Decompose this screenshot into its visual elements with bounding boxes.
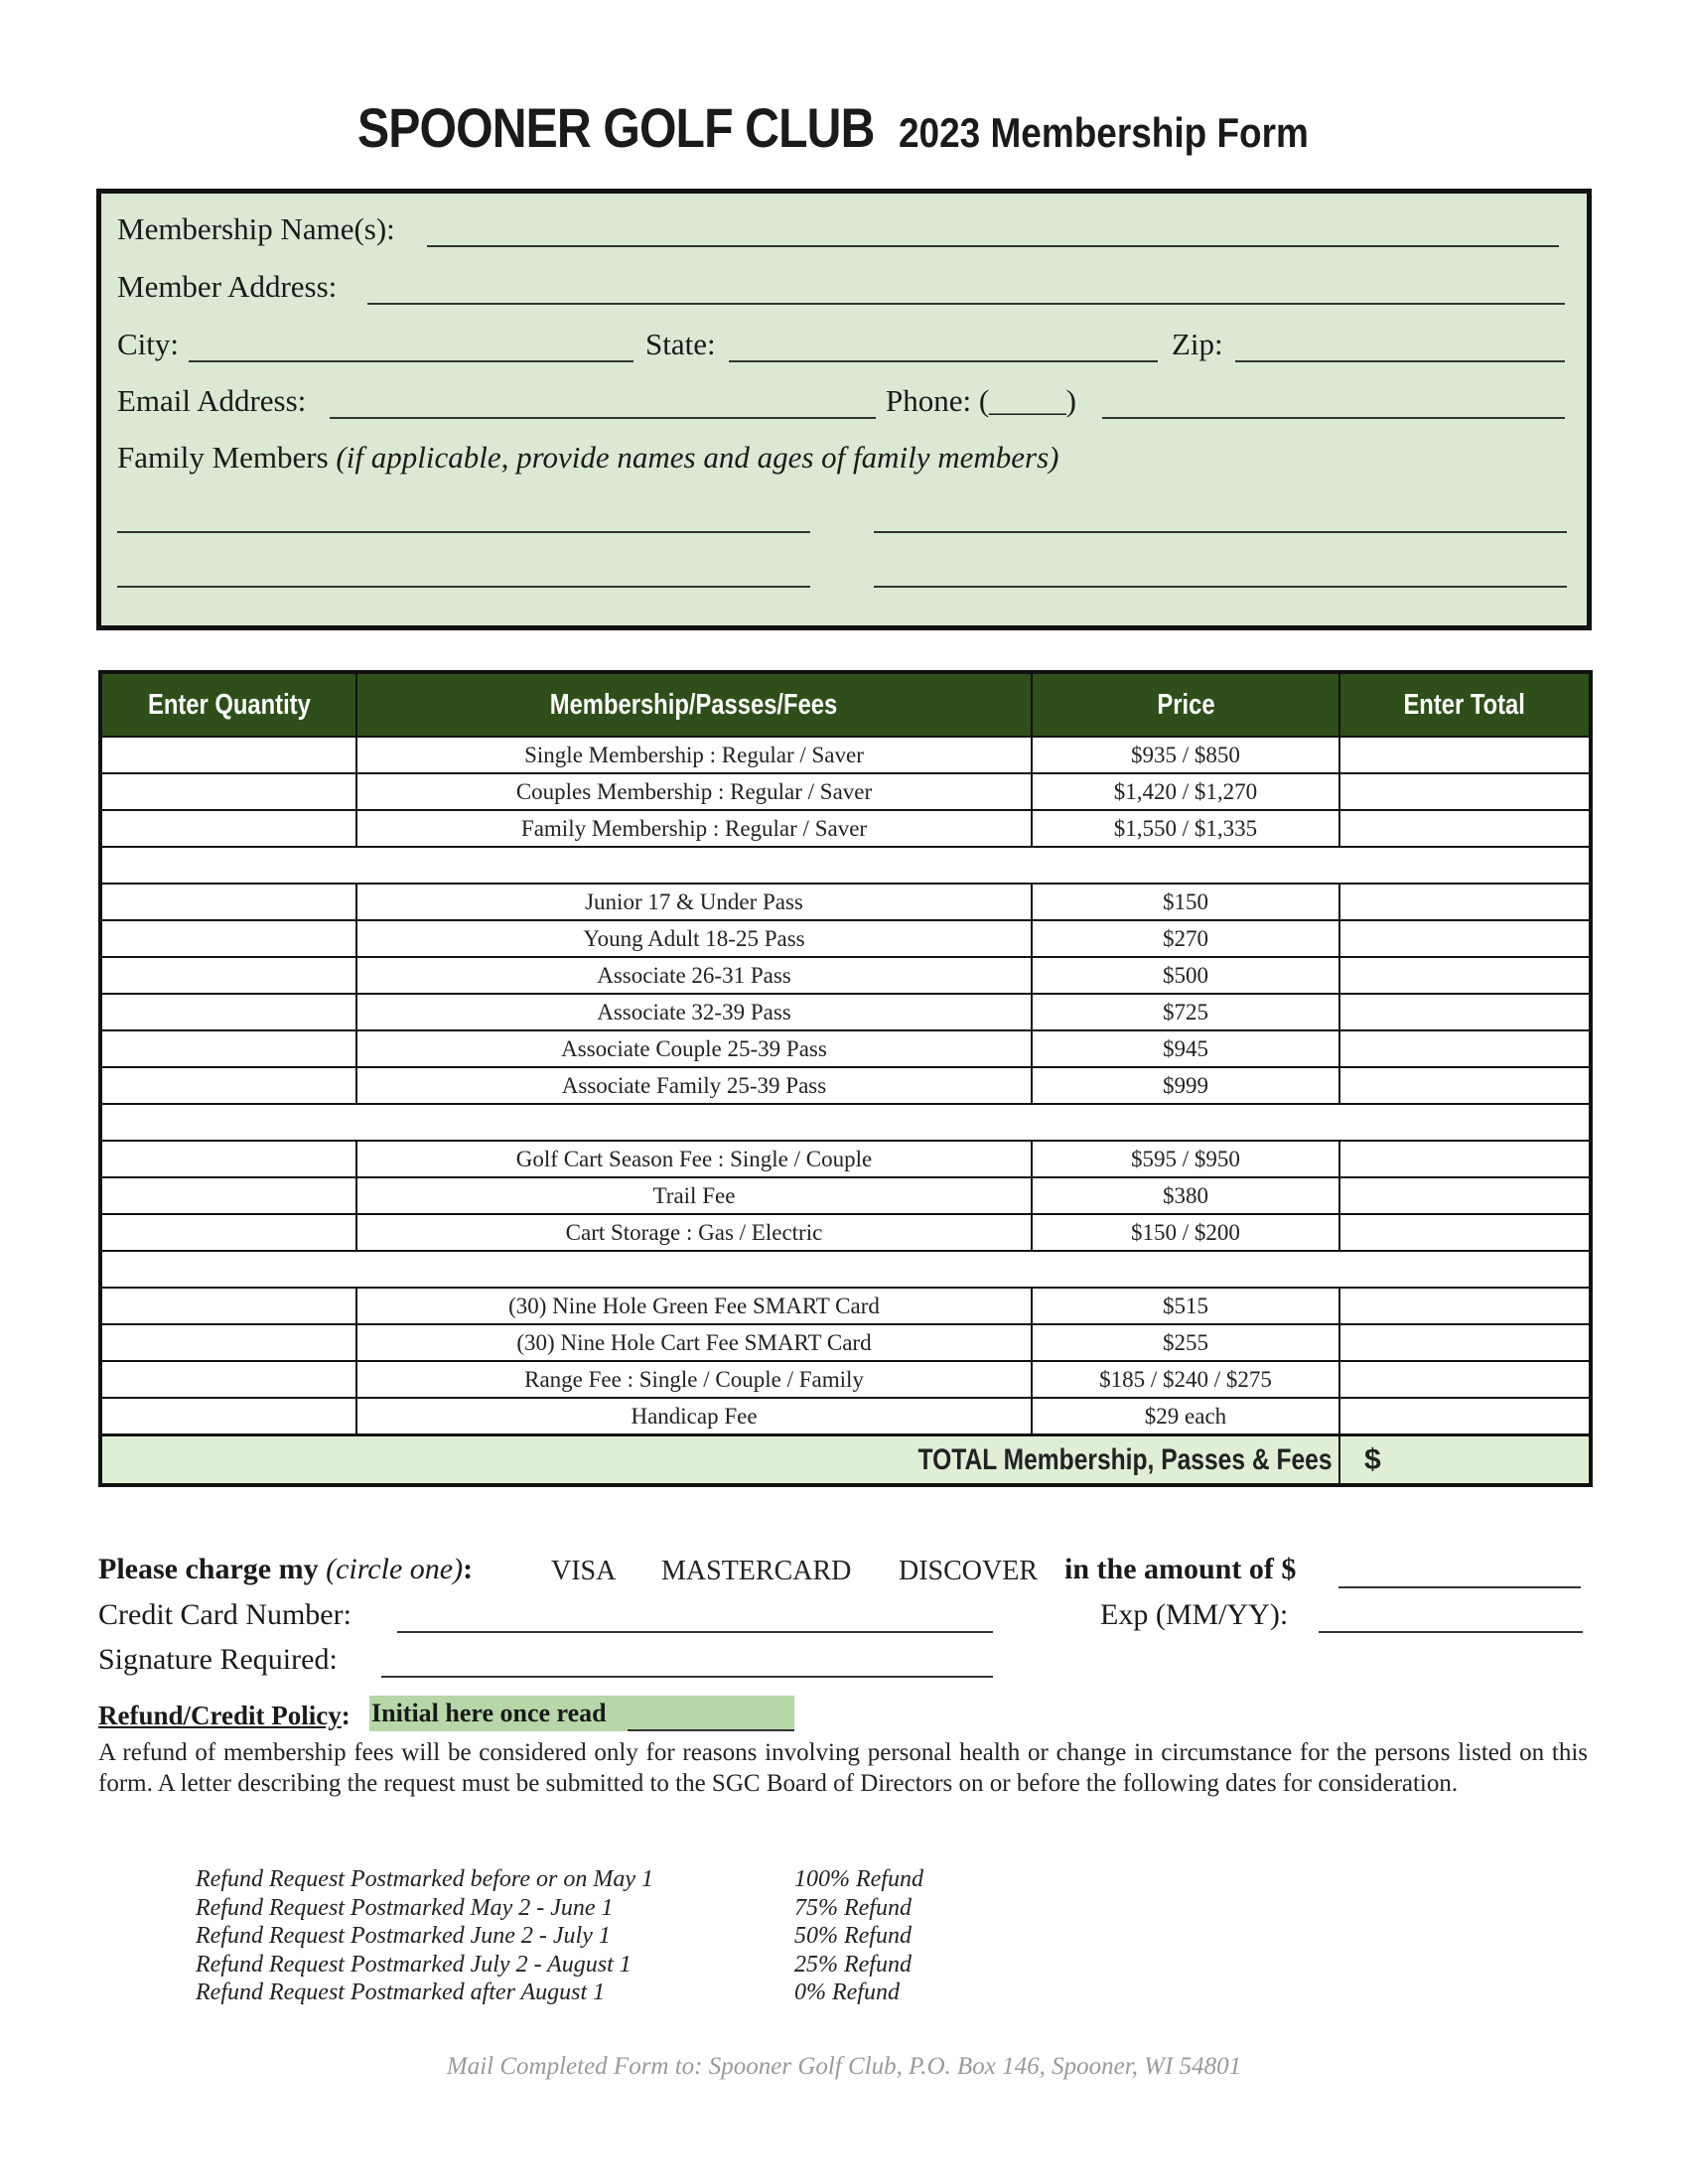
table-row: [100, 773, 1591, 810]
item-cell: Associate 32-39 Pass: [356, 994, 1032, 1030]
charge-line: [98, 1553, 473, 1586]
item-cell: Junior 17 & Under Pass: [356, 884, 1032, 920]
refund-period: Refund Request Postmarked May 2 - June 1: [196, 1894, 614, 1921]
item-cell: Associate Couple 25-39 Pass: [356, 1030, 1032, 1067]
item-cell: (30) Nine Hole Cart Fee SMART Card: [356, 1324, 1032, 1361]
quantity-cell[interactable]: [100, 1214, 356, 1251]
total-cell[interactable]: [1339, 1398, 1591, 1435]
quantity-cell[interactable]: [100, 810, 356, 847]
item-cell: Handicap Fee: [356, 1398, 1032, 1435]
refund-period: Refund Request Postmarked July 2 - August 1: [196, 1951, 632, 1978]
price-cell: $380: [1032, 1177, 1339, 1214]
quantity-cell[interactable]: [100, 1141, 356, 1177]
total-cell[interactable]: [1339, 1214, 1591, 1251]
card-number-field[interactable]: [397, 1631, 993, 1633]
refund-amount: 100% Refund: [794, 1866, 923, 1892]
refund-amount: 50% Refund: [794, 1923, 912, 1949]
quantity-cell[interactable]: [100, 1324, 356, 1361]
amount-field[interactable]: [1338, 1586, 1581, 1588]
price-cell: $1,550 / $1,335: [1032, 810, 1339, 847]
refund-amount: 25% Refund: [794, 1951, 912, 1978]
visa-option[interactable]: VISA: [551, 1556, 617, 1586]
table-row: [100, 1361, 1591, 1398]
table-row: [100, 1141, 1591, 1177]
table-row: [100, 1324, 1591, 1361]
state-label: State:: [645, 327, 716, 361]
table-row: [100, 1067, 1591, 1104]
quantity-cell[interactable]: [100, 1177, 356, 1214]
quantity-cell[interactable]: [100, 1398, 356, 1435]
spacer-row: [100, 1251, 1591, 1288]
signature-label: Signature Required:: [98, 1643, 338, 1676]
club-name: SPOONER GOLF CLUB: [357, 96, 875, 159]
table-row: [100, 884, 1591, 920]
table-row: [100, 1288, 1591, 1324]
price-cell: $270: [1032, 920, 1339, 957]
refund-period: Refund Request Postmarked June 2 - July 1: [196, 1923, 611, 1949]
price-cell: $500: [1032, 957, 1339, 994]
price-cell: $945: [1032, 1030, 1339, 1067]
mailing-address: Mail Completed Form to: Spooner Golf Club, P.O. Box 146, Spooner, WI 54801: [446, 2053, 1242, 2080]
item-cell: Associate Family 25-39 Pass: [356, 1067, 1032, 1104]
exp-field[interactable]: [1319, 1631, 1583, 1633]
total-cell[interactable]: [1339, 957, 1591, 994]
spacer-cell: [100, 1251, 1591, 1288]
item-cell: Family Membership : Regular / Saver: [356, 810, 1032, 847]
zip-field[interactable]: [1235, 360, 1565, 362]
refund-amount: 75% Refund: [794, 1894, 912, 1921]
table-row: [100, 1030, 1591, 1067]
quantity-cell[interactable]: [100, 1361, 356, 1398]
total-cell[interactable]: [1339, 1067, 1591, 1104]
price-cell: $935 / $850: [1032, 737, 1339, 773]
item-cell: Golf Cart Season Fee : Single / Couple: [356, 1141, 1032, 1177]
card-number-label: Credit Card Number:: [98, 1598, 352, 1631]
price-cell: $999: [1032, 1067, 1339, 1104]
table-row: [100, 920, 1591, 957]
state-field[interactable]: [729, 360, 1158, 362]
col-header-quantity: Enter Quantity: [100, 672, 356, 737]
total-cell[interactable]: [1339, 1324, 1591, 1361]
exp-label: Exp (MM/YY):: [1100, 1598, 1289, 1631]
spacer-row: [100, 847, 1591, 884]
fees-table: [98, 670, 1593, 1487]
initial-label: Initial here once read: [371, 1699, 607, 1727]
table-row: [100, 1398, 1591, 1435]
quantity-cell[interactable]: [100, 957, 356, 994]
col-header-item: Membership/Passes/Fees: [356, 672, 1032, 737]
col-header-total: Enter Total: [1339, 672, 1591, 737]
quantity-cell[interactable]: [100, 994, 356, 1030]
city-field[interactable]: [189, 360, 633, 362]
discover-option[interactable]: DISCOVER: [899, 1556, 1039, 1586]
names-label: Membership Name(s):: [117, 211, 395, 246]
address-field[interactable]: [367, 303, 1565, 305]
item-cell: (30) Nine Hole Green Fee SMART Card: [356, 1288, 1032, 1324]
total-label: TOTAL Membership, Passes & Fees: [100, 1435, 1339, 1486]
total-cell[interactable]: [1339, 773, 1591, 810]
table-header-row: [100, 672, 1591, 737]
quantity-cell[interactable]: [100, 920, 356, 957]
price-cell: $150: [1032, 884, 1339, 920]
table-row: [100, 994, 1591, 1030]
price-cell: $185 / $240 / $275: [1032, 1361, 1339, 1398]
refund-amount: 0% Refund: [794, 1979, 900, 2005]
table-row: [100, 957, 1591, 994]
family-member-field[interactable]: [874, 586, 1567, 588]
total-cell[interactable]: [1339, 1141, 1591, 1177]
family-member-field[interactable]: [117, 586, 810, 588]
names-field[interactable]: [427, 245, 1559, 247]
refund-heading: Refund/Credit Policy:: [98, 1701, 351, 1730]
spacer-row: [100, 1104, 1591, 1141]
table-row: [100, 1214, 1591, 1251]
item-cell: Trail Fee: [356, 1177, 1032, 1214]
total-cell[interactable]: [1339, 1361, 1591, 1398]
circle-one-note: (circle one): [326, 1553, 464, 1585]
total-cell[interactable]: [1339, 1288, 1591, 1324]
phone-label: Phone: (_____): [886, 383, 1077, 418]
quantity-cell[interactable]: [100, 1067, 356, 1104]
refund-period: Refund Request Postmarked before or on May 1: [196, 1866, 654, 1892]
price-cell: $1,420 / $1,270: [1032, 773, 1339, 810]
quantity-cell[interactable]: [100, 884, 356, 920]
initial-line: [628, 1729, 794, 1731]
quantity-cell[interactable]: [100, 773, 356, 810]
item-cell: Associate 26-31 Pass: [356, 957, 1032, 994]
price-cell: $595 / $950: [1032, 1141, 1339, 1177]
table-row: [100, 1177, 1591, 1214]
email-label: Email Address:: [117, 383, 307, 418]
total-cell[interactable]: [1339, 737, 1591, 773]
refund-policy-text: A refund of membership fees will be considered only for reasons involving personal health or change in circumstance for the persons listed on this form. A letter describing the request must be submitted to the SGC Board of Directors on or before the following dates for consideration.: [98, 1739, 1588, 1797]
quantity-cell[interactable]: [100, 737, 356, 773]
form-title: 2023 Membership Form: [899, 109, 1309, 156]
item-cell: Single Membership : Regular / Saver: [356, 737, 1032, 773]
amount-label: in the amount of $: [1064, 1553, 1297, 1585]
signature-field[interactable]: [381, 1676, 993, 1678]
spacer-cell: [100, 847, 1591, 884]
spacer-cell: [100, 1104, 1591, 1141]
family-member-field[interactable]: [874, 531, 1567, 533]
mastercard-option[interactable]: MASTERCARD: [661, 1556, 852, 1586]
total-cell[interactable]: [1339, 1030, 1591, 1067]
price-cell: $725: [1032, 994, 1339, 1030]
quantity-cell[interactable]: [100, 1030, 356, 1067]
total-amount-field[interactable]: $: [1339, 1435, 1591, 1486]
col-header-price: Price: [1032, 672, 1339, 737]
table-row: [100, 737, 1591, 773]
email-field[interactable]: [330, 417, 876, 419]
city-label: City:: [117, 327, 180, 361]
item-cell: Range Fee : Single / Couple / Family: [356, 1361, 1032, 1398]
phone-field[interactable]: [1102, 417, 1565, 419]
quantity-cell[interactable]: [100, 1288, 356, 1324]
item-cell: Cart Storage : Gas / Electric: [356, 1214, 1032, 1251]
charge-colon: :: [463, 1553, 474, 1585]
family-label: Family Members (if applicable, provide names and ages of family members): [117, 440, 1059, 475]
address-label: Member Address:: [117, 269, 338, 304]
item-cell: Young Adult 18-25 Pass: [356, 920, 1032, 957]
total-cell[interactable]: [1339, 994, 1591, 1030]
charge-label: Please charge my: [98, 1553, 319, 1585]
total-cell[interactable]: [1339, 884, 1591, 920]
member-info-box: [96, 189, 1592, 630]
item-cell: Couples Membership : Regular / Saver: [356, 773, 1032, 810]
refund-period: Refund Request Postmarked after August 1: [196, 1979, 606, 2005]
total-cell[interactable]: [1339, 810, 1591, 847]
table-row: [100, 810, 1591, 847]
price-cell: $29 each: [1032, 1398, 1339, 1435]
price-cell: $150 / $200: [1032, 1214, 1339, 1251]
family-member-field[interactable]: [117, 531, 810, 533]
family-note: (if applicable, provide names and ages of family members): [336, 440, 1059, 475]
price-cell: $255: [1032, 1324, 1339, 1361]
zip-label: Zip:: [1172, 327, 1223, 361]
price-cell: $515: [1032, 1288, 1339, 1324]
total-cell[interactable]: [1339, 1177, 1591, 1214]
total-row: [100, 1435, 1591, 1486]
total-cell[interactable]: [1339, 920, 1591, 957]
